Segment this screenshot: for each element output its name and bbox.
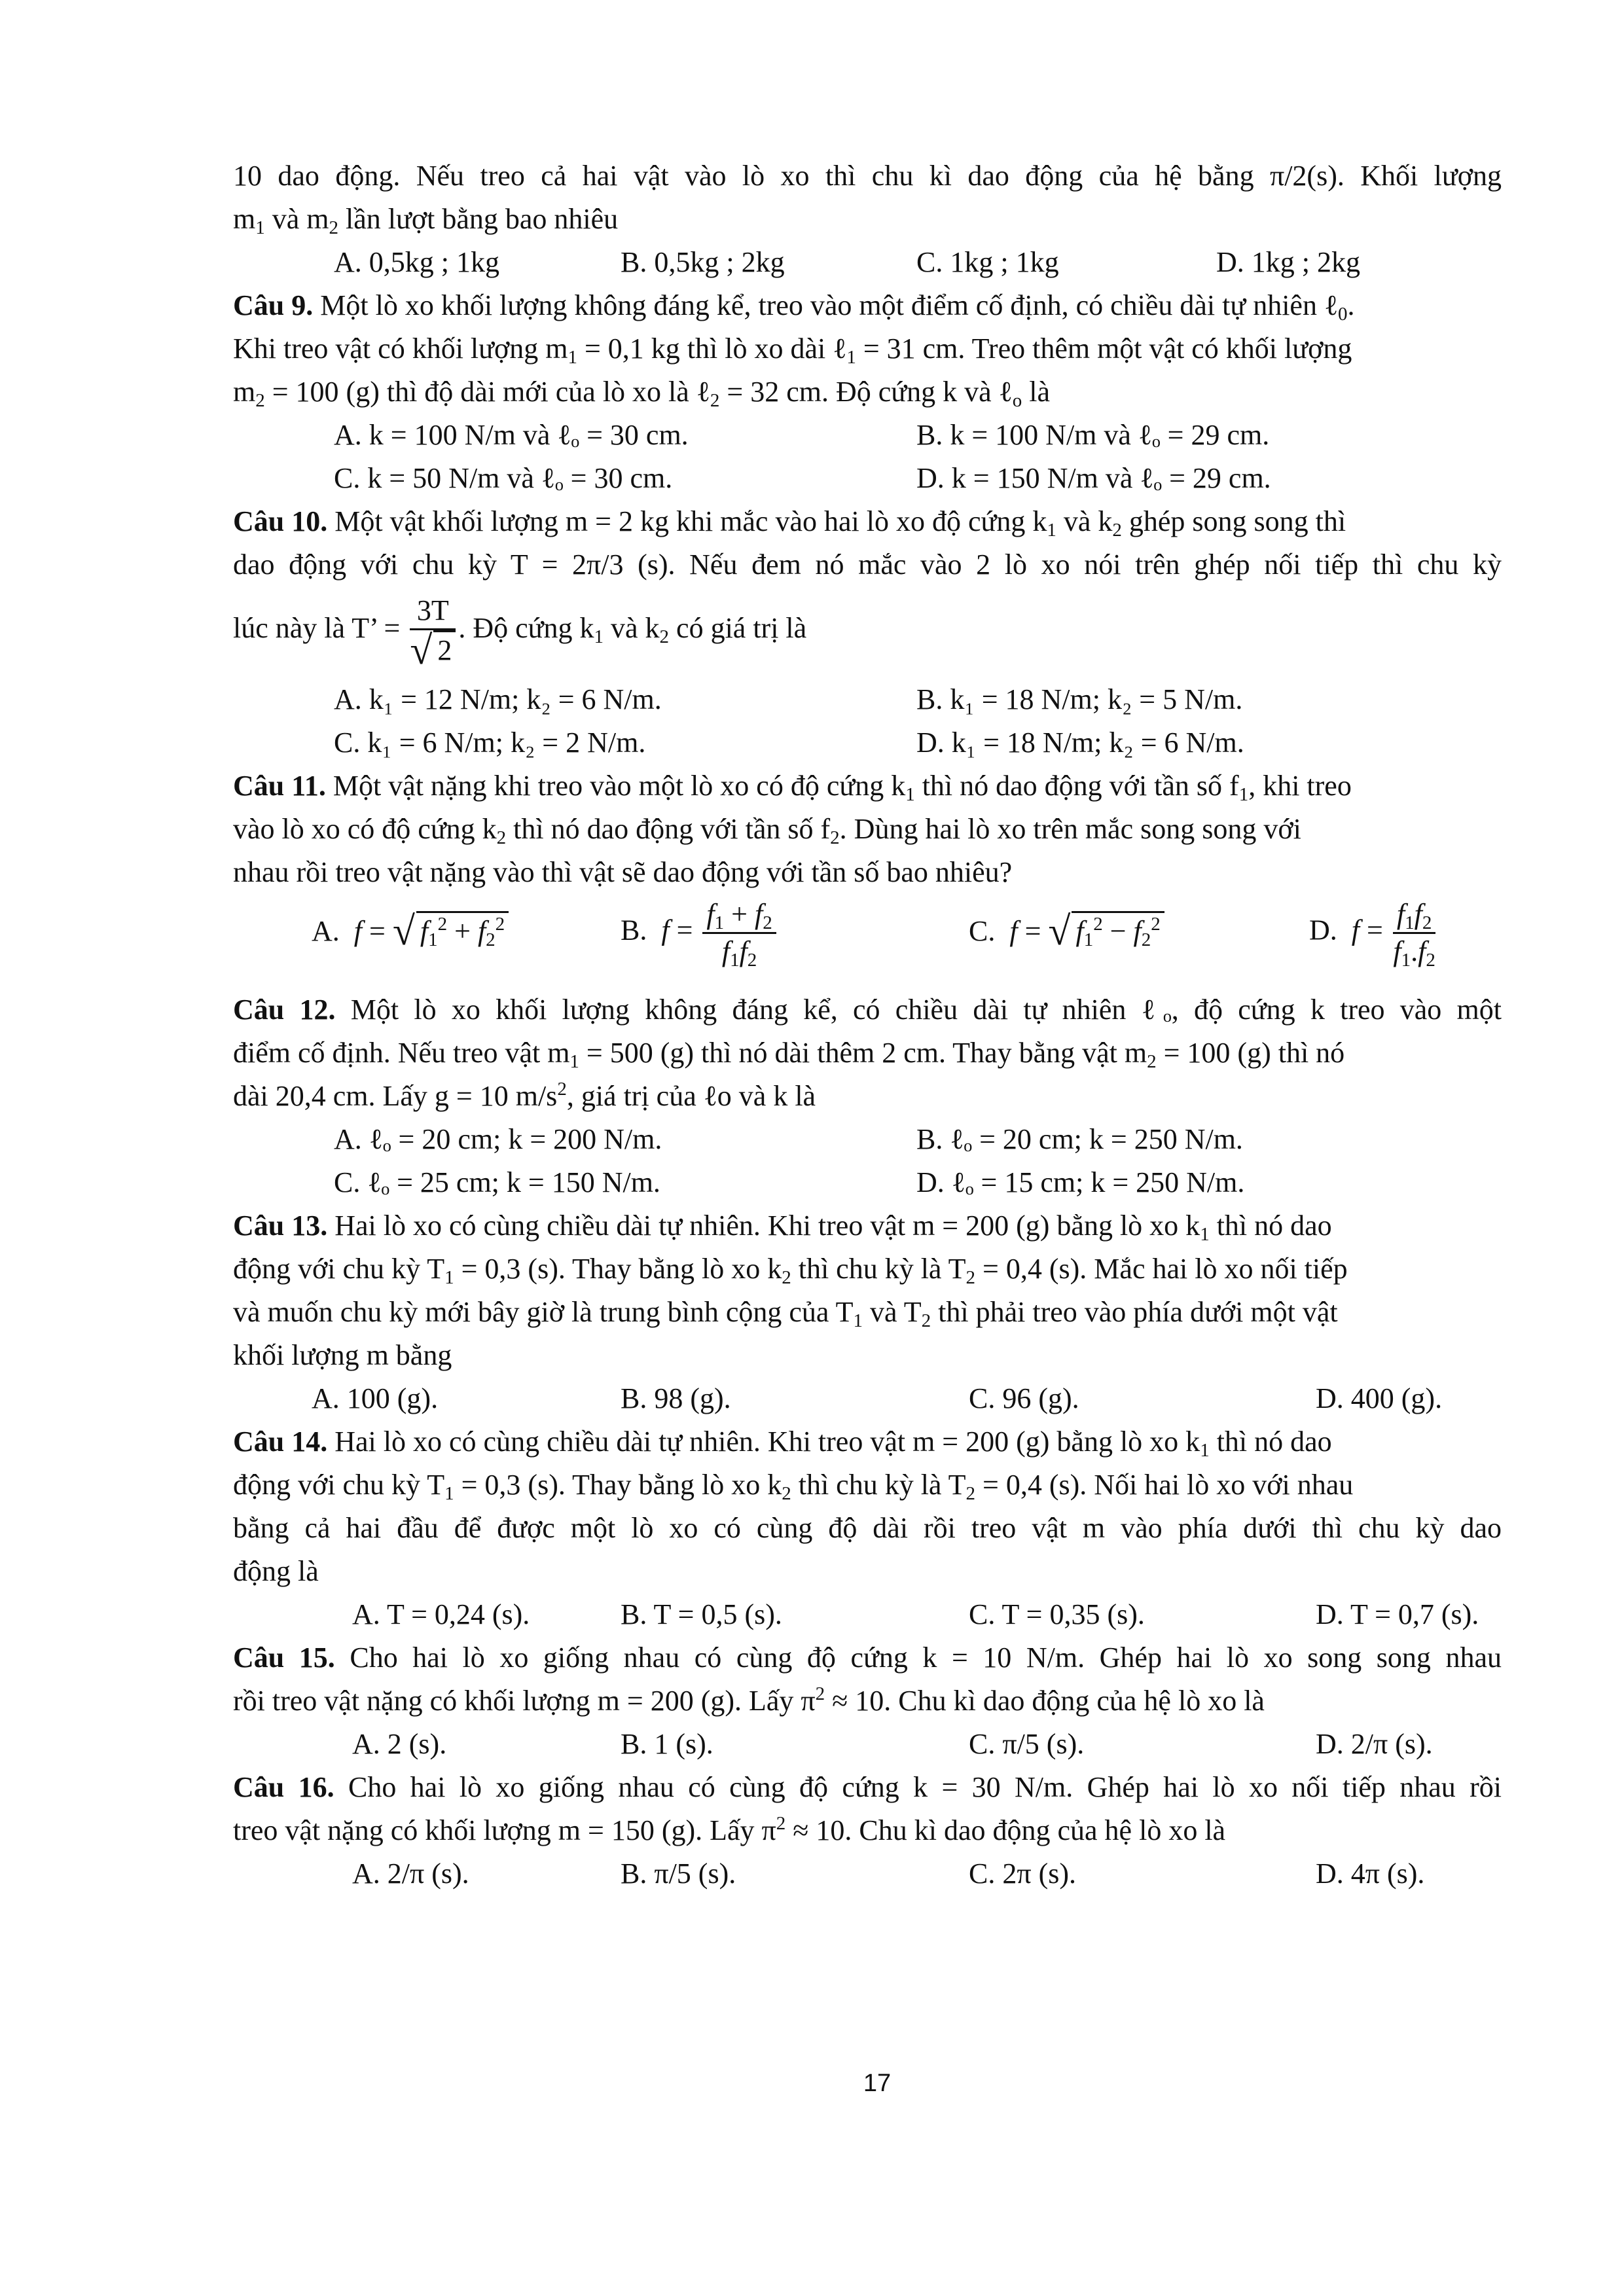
text: Một vật nặng khi treo vào một lò xo có độ cứng k — [325, 770, 906, 802]
q10-option-b: B. k₁ = 18 N/m; k₂ = 5 N/m. — [916, 683, 1243, 715]
text: Một lò xo khối lượng không đáng kể, treo vào một điểm cố định, có chiều dài tự nhiên ℓ — [313, 289, 1339, 321]
q14-option-a: A. T = 0,24 (s). — [352, 1598, 530, 1630]
text: điểm cố định. Nếu treo vật m — [233, 1037, 570, 1069]
q12-line-3: dài 20,4 cm. Lấy g = 10 $m/s^2$, giá trị của ℓo và k là — [233, 1079, 816, 1112]
q13-label: Câu 13. — [233, 1210, 328, 1242]
q16-option-d: D. 4π (s). — [1316, 1857, 1425, 1890]
q16-line-1 — [233, 1766, 1502, 1809]
q15-option-b: B. 1 (s). — [621, 1728, 713, 1760]
fraction-numerator: 3T — [410, 593, 456, 630]
q14-option-d: D. T = 0,7 (s). — [1316, 1598, 1479, 1630]
q9-line-1 — [233, 284, 1355, 327]
q11-line-2: vào lò xo có độ cứng $k_2$ thì nó dao động với tần số $f_2$. Dùng hai lò xo trên mắc song song với — [233, 813, 1301, 848]
q12-option-a: A. ℓₒ = 20 cm; k = 200 N/m. — [334, 1123, 662, 1155]
text: = 0,1 kg thì lò xo dài ℓ — [577, 332, 847, 365]
text: ghép song song thì — [1121, 505, 1346, 537]
q13-line-1: Câu 13. Hai lò xo có cùng chiều dài tự nhiên. Khi treo vật m = 200 (g) bằng lò xo $k_1$ thì nó dao — [233, 1210, 1332, 1245]
text: = 31 cm. Treo thêm một vật có khối lượng — [856, 332, 1352, 365]
text: động với chu kỳ T — [233, 1469, 445, 1501]
q15-line-1 — [233, 1636, 1502, 1679]
intro-line-1: 10 dao động. Nếu treo cả hai vật vào lò xo thì chu kì dao động của hệ bằng π/2(s). Khối lượng — [233, 160, 1502, 192]
text: Khi treo vật có khối lượng m — [233, 332, 568, 365]
text: = 100 (g) thì nó — [1156, 1037, 1345, 1069]
text: và T — [863, 1296, 922, 1328]
text: và k — [1056, 505, 1113, 537]
intro-option-a: A. 0,5kg ; 1kg — [334, 246, 499, 278]
text: thì phải treo vào phía dưới một vật — [931, 1296, 1338, 1328]
q13-option-c: C. 96 (g). — [969, 1382, 1079, 1414]
intro-option-c: C. 1kg ; 1kg — [916, 246, 1059, 278]
text: m — [233, 376, 256, 408]
q9-option-b: B. k = 100 N/m và ℓₒ = 29 cm. — [916, 419, 1270, 451]
q13-option-d: D. 400 (g). — [1316, 1382, 1443, 1414]
q13-line-4: khối lượng m bằng — [233, 1339, 452, 1371]
q11-line-3: nhau rồi treo vật nặng vào thì vật sẽ dao động với tần số bao nhiêu? — [233, 856, 1013, 888]
q16-line-2 — [233, 1809, 1225, 1852]
q13-line-3: và muốn chu kỳ mới bây giờ là trung bình cộng của $T_1$ và $T_2$ thì phải treo vào phía dưới một vật — [233, 1296, 1338, 1331]
text: thì nó dao động với tần số f — [506, 813, 831, 845]
q11-option-a: A. f = √ $f_1^2 + f_2^2$ — [312, 910, 509, 953]
text: 2 — [815, 1683, 825, 1704]
text: = 0,3 (s). Thay bằng lò xo k — [454, 1469, 782, 1501]
text: có giá trị là — [669, 612, 807, 645]
q10-line-2: dao động với chu kỳ T = 2π/3 (s). Nếu đem nó mắc vào 2 lò xo nói trên ghép nối tiếp thì chu kỳ — [233, 548, 1502, 581]
text: 2 — [433, 630, 456, 669]
q10-option-c: C. k₁ = 6 N/m; k₂ = 2 N/m. — [334, 726, 646, 759]
q11-option-b: B. f = $\frac{f_1 + f_2}{f_1f_2}$ — [621, 897, 779, 969]
text: . — [1347, 289, 1355, 321]
q15-option-a: A. 2 (s). — [352, 1728, 447, 1760]
q10-line-3: lúc này là T’ = $\frac{3T}{√ 2}$ . Độ cứng $k_1$ và $k_2$ có giá trị là — [233, 594, 807, 673]
text: động với chu kỳ T — [233, 1253, 445, 1285]
option-label: C. — [969, 915, 996, 947]
text: rồi treo vật nặng có khối lượng m = 200 (g). Lấy π — [233, 1685, 816, 1717]
text: = 0,4 (s). Mắc hai lò xo nối tiếp — [975, 1253, 1348, 1285]
q15-line-2 — [233, 1679, 1265, 1723]
text: thì nó dao — [1209, 1210, 1332, 1242]
q10-line-1: Câu 10. Một vật khối lượng m = 2 kg khi mắc vào hai lò xo độ cứng $k_1$ và $k_2$ ghép song song thì — [233, 505, 1346, 541]
text: ≈ 10. Chu kì dao động của hệ lò xo là — [785, 1814, 1226, 1846]
text: = 0,3 (s). Thay bằng lò xo k — [454, 1253, 782, 1285]
text: và m — [264, 203, 329, 235]
q9-option-d: D. k = 150 N/m và ℓₒ = 29 cm. — [916, 462, 1271, 494]
q13-option-b: B. 98 (g). — [621, 1382, 731, 1414]
q16-option-c: C. 2π (s). — [969, 1857, 1076, 1890]
q14-option-b: B. T = 0,5 (s). — [621, 1598, 782, 1630]
option-label: B. — [621, 914, 647, 946]
text: 2 — [776, 1813, 786, 1834]
text: thì chu kỳ là T — [791, 1253, 966, 1285]
q13-option-a: A. 100 (g). — [312, 1382, 439, 1414]
q12-label: Câu 12. — [233, 994, 336, 1026]
text: thì nó dao động với tần số f — [914, 770, 1239, 802]
text: m — [233, 203, 256, 235]
text: Một vật khối lượng m = 2 kg khi mắc vào hai lò xo độ cứng k — [327, 505, 1047, 537]
q12-line-2: điểm cố định. Nếu treo vật $m_1 = 500$ (g) thì nó dài thêm 2 cm. Thay bằng vật $m_2 = 100$ (g) thì nó — [233, 1037, 1345, 1072]
text: , giá trị của ℓo và k là — [566, 1080, 816, 1112]
q11-option-d: D. f = $\frac{f_1f_2}{f_1.f_2}$ — [1309, 898, 1435, 971]
text: vào lò xo có độ cứng k — [233, 813, 497, 845]
page-number: 17 — [863, 2070, 892, 2097]
text: = 0,4 (s). Nối hai lò xo với nhau — [975, 1469, 1354, 1501]
q12-option-c: C. ℓₒ = 25 cm; k = 150 N/m. — [334, 1166, 660, 1198]
q14-line-2: động với chu kỳ $T_1 = 0,3$ (s). Thay bằng lò xo $k_2$ thì chu kỳ là $T_2 = 0,4$ (s). Nối hai lò xo với nhau — [233, 1469, 1354, 1504]
text: = 500 (g) thì nó dài thêm 2 cm. Thay bằng vật m — [579, 1037, 1147, 1069]
q14-label: Câu 14. — [233, 1426, 328, 1458]
q12-option-d: D. ℓₒ = 15 cm; k = 250 N/m. — [916, 1166, 1245, 1198]
text: và k — [604, 612, 660, 645]
intro-option-d: D. 1kg ; 2kg — [1216, 246, 1360, 278]
q9-line-2: Khi treo vật có khối lượng $m_1 = 0,1$ kg thì lò xo dài ℓ$_1$ = 31 cm. Treo thêm một vật có khối lượng — [233, 332, 1352, 368]
q14-option-c: C. T = 0,35 (s). — [969, 1598, 1145, 1630]
text: 0 — [1338, 304, 1348, 325]
text: và muốn chu kỳ mới bây giờ là trung bình cộng của T — [233, 1296, 854, 1328]
option-label: D. — [1309, 914, 1337, 946]
text: Cho hai lò xo giống nhau có cùng độ cứng k = 10 N/m. Ghép hai lò xo song song nhau — [334, 1641, 1502, 1674]
q16-label: Câu 16. — [233, 1771, 334, 1803]
text: . Độ cứng k — [458, 612, 594, 645]
q11-option-c: C. f = √ $f_1^2 - f_2^2$ — [969, 910, 1164, 953]
q14-line-3: bằng cả hai đầu để được một lò xo có cùng độ dài rồi treo vật m vào phía dưới thì chu kỳ dao — [233, 1512, 1502, 1544]
q16-option-a: A. 2/π (s). — [352, 1857, 469, 1890]
text: treo vật nặng có khối lượng m = 150 (g). Lấy π — [233, 1814, 776, 1846]
text: , khi treo — [1248, 770, 1352, 802]
q16-option-b: B. π/5 (s). — [621, 1857, 736, 1890]
text: là — [1022, 376, 1050, 408]
q12-option-b: B. ℓₒ = 20 cm; k = 250 N/m. — [916, 1123, 1243, 1155]
q11-line-1: Câu 11. Một vật nặng khi treo vào một lò xo có độ cứng $k_1$ thì nó dao động với tần số $f_1$, khi treo — [233, 770, 1352, 805]
q11-label: Câu 11. — [233, 770, 326, 802]
text: thì nó dao — [1209, 1426, 1332, 1458]
text: ≈ 10. Chu kì dao động của hệ lò xo là — [825, 1685, 1265, 1717]
q13-line-2: động với chu kỳ $T_1 = 0,3$ (s). Thay bằng lò xo $k_2$ thì chu kỳ là $T_2 = 0,4$ (s). Mắc hai lò xo nối tiếp — [233, 1253, 1348, 1288]
intro-option-b: B. 0,5kg ; 2kg — [621, 246, 785, 278]
q14-line-4: động là — [233, 1555, 319, 1587]
q14-line-1: Câu 14. Hai lò xo có cùng chiều dài tự nhiên. Khi treo vật m = 200 (g) bằng lò xo $k_1$ thì nó dao — [233, 1426, 1332, 1461]
q15-label: Câu 15. — [233, 1641, 335, 1674]
text: = 100 (g) thì độ dài mới của lò xo là ℓ — [264, 376, 710, 408]
q10-label: Câu 10. — [233, 505, 328, 537]
q15-option-d: D. 2/π (s). — [1316, 1728, 1433, 1760]
q15-option-c: C. π/5 (s). — [969, 1728, 1085, 1760]
text: dài 20,4 cm. Lấy g = 10 m/s — [233, 1080, 558, 1112]
text: Cho hai lò xo giống nhau có cùng độ cứng k = 30 N/m. Ghép hai lò xo nối tiếp nhau rồi — [334, 1771, 1502, 1803]
text: Hai lò xo có cùng chiều dài tự nhiên. Khi treo vật m = 200 (g) bằng lò xo k — [327, 1426, 1200, 1458]
option-label: A. — [312, 915, 340, 947]
period-fraction — [410, 593, 456, 673]
fraction-denominator: √ 2 — [410, 630, 456, 669]
intro-line-2: $m_1$ và $m_2$ lần lượt bằng bao nhiêu — [233, 203, 619, 238]
text: lần lượt bằng bao nhiêu — [338, 203, 619, 235]
q10-option-a: A. k₁ = 12 N/m; k₂ = 6 N/m. — [334, 683, 662, 715]
text: thì chu kỳ là T — [791, 1469, 966, 1501]
q12-line-1 — [233, 988, 1502, 1031]
q9-line-3: $m_2 = 100$ (g) thì độ dài mới của lò xo là ℓ$_2$ = 32 cm. Độ cứng k và ℓ$_o$ là — [233, 376, 1050, 411]
text: lúc này là T’ = — [233, 612, 408, 645]
text: = 32 cm. Độ cứng k và ℓ — [719, 376, 1013, 408]
q10-option-d: D. k₁ = 18 N/m; k₂ = 6 N/m. — [916, 726, 1244, 759]
q9-label: Câu 9. — [233, 289, 314, 321]
q9-option-a: A. k = 100 N/m và ℓₒ = 30 cm. — [334, 419, 689, 451]
q9-option-c: C. k = 50 N/m và ℓₒ = 30 cm. — [334, 462, 673, 494]
text: . Dùng hai lò xo trên mắc song song với — [839, 813, 1301, 845]
text: Một lò xo khối lượng không đáng kể, có chiều dài tự nhiên ℓₒ, độ cứng k treo vào một — [335, 994, 1502, 1026]
text: Hai lò xo có cùng chiều dài tự nhiên. Khi treo vật m = 200 (g) bằng lò xo k — [327, 1210, 1200, 1242]
